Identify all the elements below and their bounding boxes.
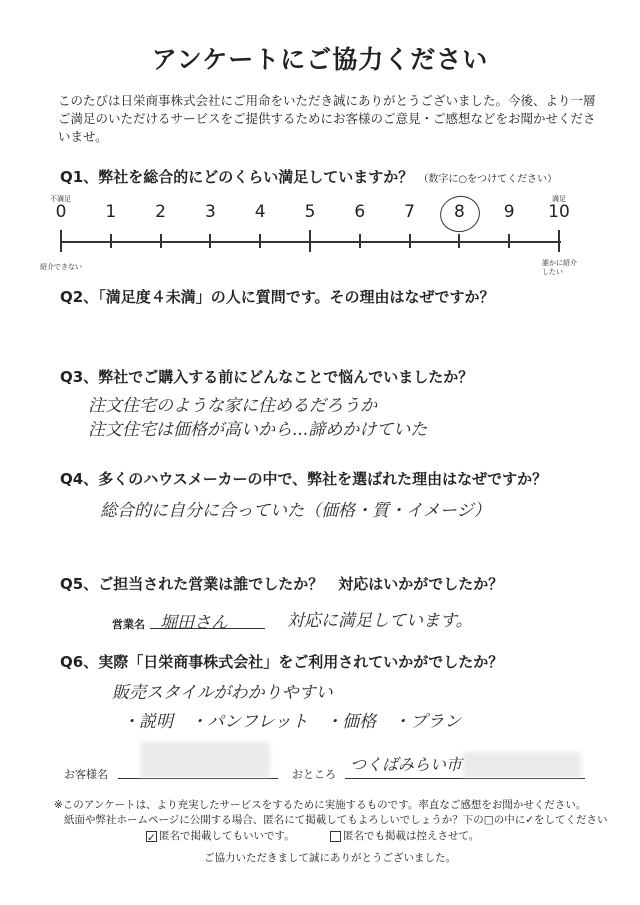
option-anonymous-ok-label: 匿名で掲載してもいいです。 (159, 830, 295, 842)
scale-tick-7 (409, 234, 411, 248)
q1-label: Q1、弊社を総合的にどのくらい満足していますか？ (60, 168, 414, 186)
page-title: アンケートにご協力ください (151, 45, 489, 74)
checkbox-unchecked[interactable] (330, 831, 341, 842)
address-redacted (463, 752, 581, 778)
intro-text: このたびは日栄商事株式会社にご用命をいただき誠にありがとうございました。今後、より一層ご満足のいただけるサービスをご提供するためにお客様のご意見・ご感想などをお聞かせくださいませ。 (58, 93, 596, 144)
scale-number-2: 2 (155, 202, 166, 222)
customer-name-underline (118, 778, 278, 779)
scale-tick-0 (60, 230, 62, 252)
footer-question: 紙面や弊社ホームページに公開する場合、匿名にて掲載してもよろしいでしょうか？下の□の中に✓をしてください (64, 814, 608, 826)
scale-right-bottom: 誰かに紹介したい (542, 259, 577, 276)
q3-answer-line1: 注文住宅のような家に住めるだろうか (88, 396, 377, 416)
q5-label: Q5、ご担当された営業は誰でしたか？ 対応はいかがでしたか？ (60, 575, 504, 593)
q5-answer: 対応に満足しています。 (287, 611, 473, 631)
q1-heading (60, 166, 557, 187)
scale-tick-2 (160, 234, 162, 248)
scale-tick-9 (508, 234, 510, 248)
address-value: つくばみらい市 (350, 755, 463, 774)
address-underline (345, 778, 585, 779)
scale-tick-5 (309, 230, 311, 252)
scale-number-4: 4 (254, 202, 266, 222)
footer-note: ※このアンケートは、より充実したサービスをするために実施するものです。率直なご感想をお聞かせください。 (54, 799, 587, 811)
scale-tick-1 (110, 234, 112, 248)
sales-name: 堀田さん (160, 613, 228, 633)
scale-tick-4 (259, 234, 261, 248)
q3-answer-line2: 注文住宅は価格が高いから...諦めかけていた (88, 420, 428, 440)
q6-label: Q6、実際「日栄商事株式会社」をご利用されていかがでしたか？ (60, 653, 504, 671)
q1-note: （数字に○をつけてください） (418, 174, 558, 185)
scale-tick-10 (558, 230, 560, 252)
checkbox-checked[interactable]: ✓ (147, 831, 156, 844)
scale-number-8: 8 (453, 202, 465, 222)
q6-answer-line1: 販売スタイルがわかりやすい (112, 683, 333, 703)
q4-answer: 総合的に自分に合っていた（価格・質・イメージ） (100, 501, 491, 521)
address-label: おところ (292, 768, 336, 781)
selected-circle-mark (437, 192, 484, 236)
scale-number-1: 1 (105, 202, 117, 222)
customer-name-label: お客様名 (64, 768, 108, 781)
option-decline[interactable] (330, 828, 479, 843)
scale-left-bottom: 紹介できない (40, 263, 82, 271)
scale-number-10: 10 (548, 202, 570, 222)
q6-answer-line2: ・説明 ・パンフレット ・価格 ・プラン (122, 712, 462, 732)
thanks-text: ご協力いただきまして誠にありがとうございました。 (204, 852, 456, 864)
scale-number-3: 3 (204, 202, 216, 222)
customer-name-redacted (140, 742, 270, 778)
q4-label: Q4、多くのハウスメーカーの中で、弊社を選ばれた理由はなぜですか？ (60, 470, 548, 488)
scale-tick-6 (359, 234, 361, 248)
scale-number-7: 7 (404, 202, 415, 222)
scale-number-6: 6 (354, 202, 366, 222)
q2-label: Q2、「満足度４未満」の人に質問です。その理由はなぜですか？ (60, 288, 495, 306)
sales-label: 営業名 (112, 618, 145, 631)
scale-line (61, 241, 561, 243)
scale-left-top: 不満足 (50, 195, 71, 203)
option-decline-label: 匿名でも掲載は控えさせて。 (343, 830, 480, 842)
option-anonymous-ok[interactable] (146, 828, 295, 843)
scale-number-0: 0 (55, 202, 67, 222)
scale-tick-3 (209, 234, 211, 248)
scale-right-top: 満足 (552, 195, 566, 203)
q3-label: Q3、弊社でご購入する前にどんなことで悩んでいましたか？ (60, 368, 474, 386)
scale-number-5: 5 (304, 202, 316, 222)
scale-number-9: 9 (503, 202, 515, 222)
scale-tick-8 (458, 234, 460, 248)
